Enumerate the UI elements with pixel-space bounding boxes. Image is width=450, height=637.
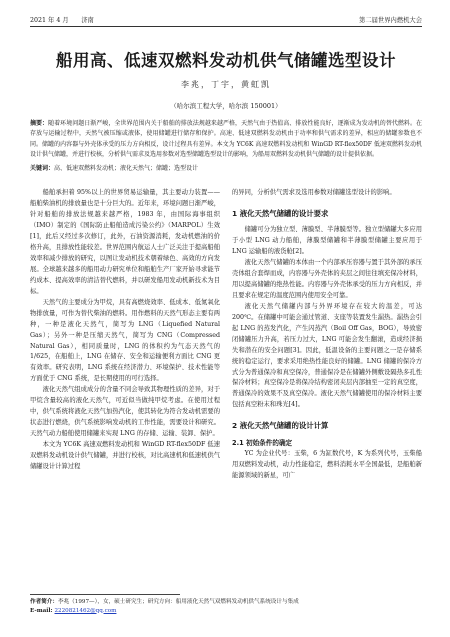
right-intro-paragraph: 的异同，分析供气需求及选用参数对储罐选型设计的影响。	[232, 189, 396, 197]
section-2-heading: 2 液化天然气储罐的设计计算	[232, 421, 329, 431]
keywords-text: 高、低速双燃料发动机；液化天然气；储罐；选型设计	[54, 165, 199, 173]
header-right: 第二届世界内燃机大会	[359, 17, 422, 24]
section-1-paragraph-2: 液化天然气储罐的本体由一个内部承压容器与置于其外部的承压壳体组合套焊而成，内容器与外壳体的夹层之间往往填充保冷材料，用以提高储罐的绝热性能。内容器与外壳体承受的压力方向相反，并且要求在规定的温度范围内使用安全可靠。	[232, 259, 422, 299]
footnote-email-line	[30, 607, 180, 615]
abstract	[30, 119, 422, 160]
footnote-author-line	[30, 598, 299, 606]
right-column	[232, 188, 422, 482]
left-paragraph-3: 液化天然气组成成分的含量不同会导致其物理性质的差异，对于甲烷含量较高的液化天然气，可近似当做纯甲烷考虑。在使用过程中，供气系统将液化天然气加热汽化，使其转化为符合发动机需要的状态进行燃烧，供气系统影响发动机的工作性能，需要设计和研究。天然气动力船舶使用储罐来实现 LNG 的存储、运输、装卸、保护。	[30, 386, 220, 438]
email-link[interactable]: 2220821462@qq.com	[54, 607, 117, 614]
running-header	[30, 0, 422, 27]
section-1-paragraph-3: 液化天然气储罐内部与外界环境存在较大的温差，可达 200℃。在储罐中可能会通过管道、支座等装置发生漏热。漏热会引起 LNG 的蒸发汽化，产生闪蒸汽（Boil Off Gas，BOG），导致密闭储罐压力升高，若压力过大，LNG 可能会发生翻滚，造成经济损失和潜在的安全问题[3]。因此，低温设备的主要问题之一是存储系统的稳定运行，要求采用绝热性能良好的储罐。LNG 储罐的保冷方式分为普通保冷和真空保冷，普通保冷是在储罐外侧敷设隔热多孔性保冷材料；真空保冷是将保冷结构密闭夹层内部抽至一定的真空度，普通保冷的效果不及真空保冷。液化天然气储罐使用的保冷材料主要包括真空粉末和珠光[4]。	[232, 302, 422, 409]
footnote-email-label: E-mail:	[30, 607, 55, 614]
paper-authors: 李兆，丁宇，黄虹凯	[181, 80, 271, 89]
section-2-paragraph: YC 为企业代号：玉柴，6 为缸数代号，K 为系列代号，玉柴船用双燃料发动机，动力性能稳定，燃料消耗水平全国最低，是船舶新能源领域的新星，可广	[232, 450, 422, 480]
section-1-heading: 1 液化天然气储罐的设计要求	[232, 209, 329, 219]
left-paragraph-4: 本文为 YC6K 高速双燃料发动机和 WinGD RT-flex50DF 低速双燃料发动机设计供气储罐，并进行校核，对比高速机和低速机供气储罐设计计算过程	[30, 441, 220, 471]
paper-affiliation: （哈尔滨工程大学，哈尔滨 150001）	[170, 102, 282, 110]
author-footnote	[30, 594, 299, 615]
header-left: 2021 年 4 月 济南	[30, 17, 94, 24]
abstract-label: 摘要：	[30, 120, 49, 127]
keywords	[30, 164, 422, 174]
keywords-label: 关键词：	[30, 165, 55, 173]
left-paragraph-2: 天然气的主要成分为甲烷，具有高燃烧效率、低成本、低氮氧化物排放量，可作为替代柴油的燃料。用作燃料的天然气形态主要有两种，一种是液化天然气，简写为 LNG（Liquefied Natural Gas）；另外一种是压缩天然气，简写为 CNG（Compressed Natural Gas），相同质量时，LNG 的体积约为气态天然气的 1/625，在船舶上，LNG 在储存、安全和运输便利方面比 CNG 更有效率。研究表明，LNG 系统在经济潜力、环境保护、技术性能等方面优于 CNG 系统，是长期使用的可行选择。	[30, 298, 220, 383]
section-2-1-heading: 2.1 初始条件的确定	[232, 439, 293, 448]
paper-title: 船用高、低速双燃料发动机供气储罐选型设计	[56, 51, 396, 70]
left-paragraph-1: 船舶承担着 95%以上的世界贸易运输量，其主要动力装置——船舶柴油机的排放量也是十分巨大的。近年来，环境问题日渐严峻，针对船舶的排放法规越来越严格，1983 年，由国际海事组织（IMO）制定的《国际防止船舶造成污染公约》（MARPOL）生效[1]，此后又经过多次修订，此外，石油资源消耗，发动机燃油的价格升高，且排放性能较差。世界范围内航运人士广泛关注于提高船舶效率和减少排放的研究，以图让发动机技术朝着绿色、高效的方向发展。全球越来越多的船用动力研究单位和船舶生产厂家开始寻求能节约成本、提高效率的清洁替代燃料，并以研发船用发动机新技术为目标。	[30, 189, 220, 295]
left-column	[30, 188, 220, 482]
section-1-paragraph-1: 储罐可分为独立型、薄膜型、半薄膜型等。独立型储罐大多应用于小型 LNG 动力船舶，薄膜型储罐和半薄膜型储罐主要应用于 LNG 运输船的液货舱[2]。	[232, 226, 422, 256]
abstract-text: 随着环境问题日渐严峻，全世界范围内关于船舶的排放法规越来越严格，天然气由于热值高、排放性能良好，逐渐成为发动机的替代燃料。在存放与运输过程中，天然气被压缩或液体，使用储罐进行储存和保护。高速、低速双燃料发动机由于功率和供气需求的差异，相应的储罐参数也不同。储罐的内容器与外壳体承受的压力方向相反，设计过程具有差异。本文为 YC6K 高速双燃料发动机和 WinGD RT-flex50DF 低速双燃料发动机设计供气储罐，并进行校核，分析供气需求及选用参数对选型储罐选型设计的影响，为船用双燃料发动机供气储罐的设计提供依据。	[30, 120, 422, 158]
body-columns	[30, 188, 422, 482]
footnote-author-label: 作者简介：	[30, 599, 58, 606]
footnote-author-text: 李兆（1997—），女，硕士研究生；研究方向：船用液化天然气双燃料发动机供气系统设计与集成	[57, 599, 299, 606]
